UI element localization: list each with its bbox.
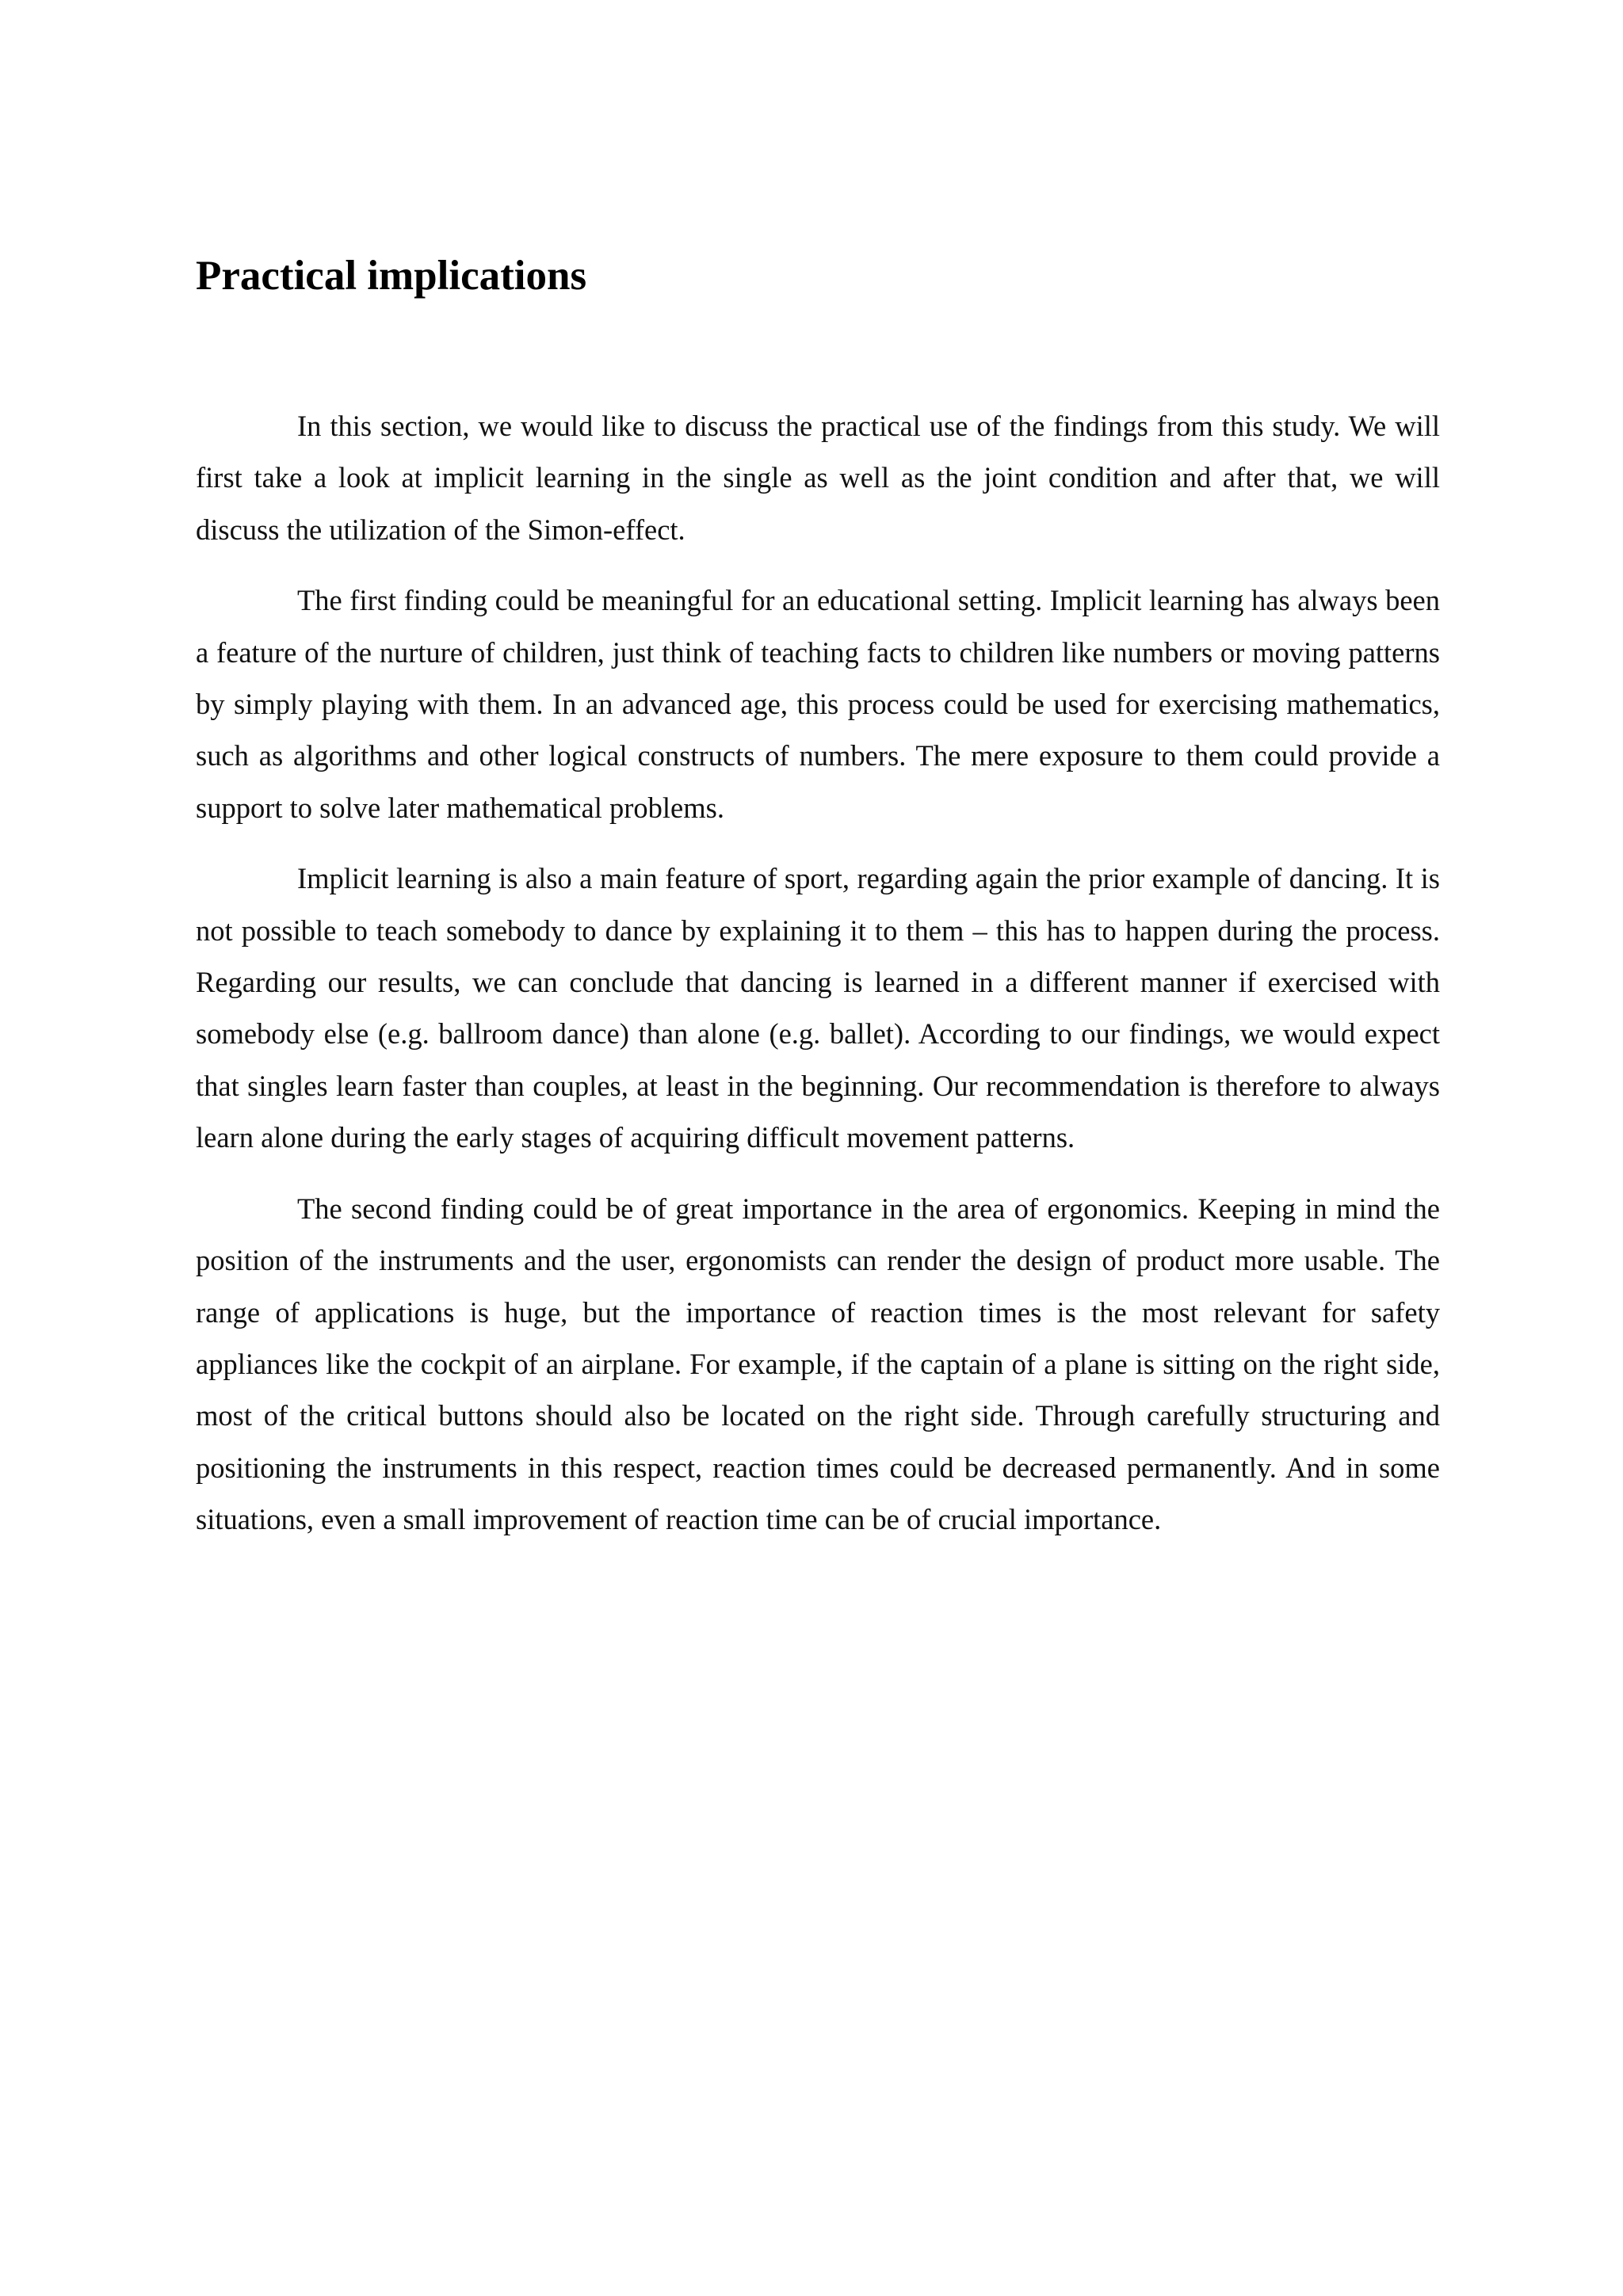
body-text xyxy=(196,400,1440,1565)
paragraph-educational-setting: The first finding could be meaningful for an educational setting. Implicit learning has always been a feature of the nurture of children, just think of teaching facts to children like numbers or moving patterns by simply playing with them. In an advanced age, this process could be used for exercising mathematics, such as algorithms and other logical constructs of numbers. The mere exposure to them could provide a support to solve later mathematical problems. xyxy=(196,584,1440,824)
paragraph-ergonomics: The second finding could be of great importance in the area of ergonomics. Keeping in mind the position of the instruments and the user, ergonomists can render the design of product more usable. The range of applications is huge, but the importance of reaction times is the most relevant for safety appliances like the cockpit of an airplane. For example, if the captain of a plane is sitting on the right side, most of the critical buttons should also be located on the right side. Through carefully structuring and positioning the instruments in this respect, reaction times could be decreased permanently. And in some situations, even a small improvement of reaction time can be of crucial importance. xyxy=(196,1192,1440,1536)
paragraph-sport-dancing: Implicit learning is also a main feature of sport, regarding again the prior example of dancing. It is not possible to teach somebody to dance by explaining it to them – this has to happen during the process. Regarding our results, we can conclude that dancing is learned in a different manner if exercised with somebody else (e.g. ballroom dance) than alone (e.g. ballet). According to our findings, we would expect that singles learn faster than couples, at least in the beginning. Our recommendation is therefore to always learn alone during the early stages of acquiring difficult movement patterns. xyxy=(196,862,1440,1154)
section-heading: Practical implications xyxy=(196,253,587,299)
paragraph-introduction: In this section, we would like to discuss the practical use of the findings from this study. We will first take a look at implicit learning in the single as well as the joint condition and after that, we will discuss the utilization of the Simon-effect. xyxy=(196,410,1440,546)
